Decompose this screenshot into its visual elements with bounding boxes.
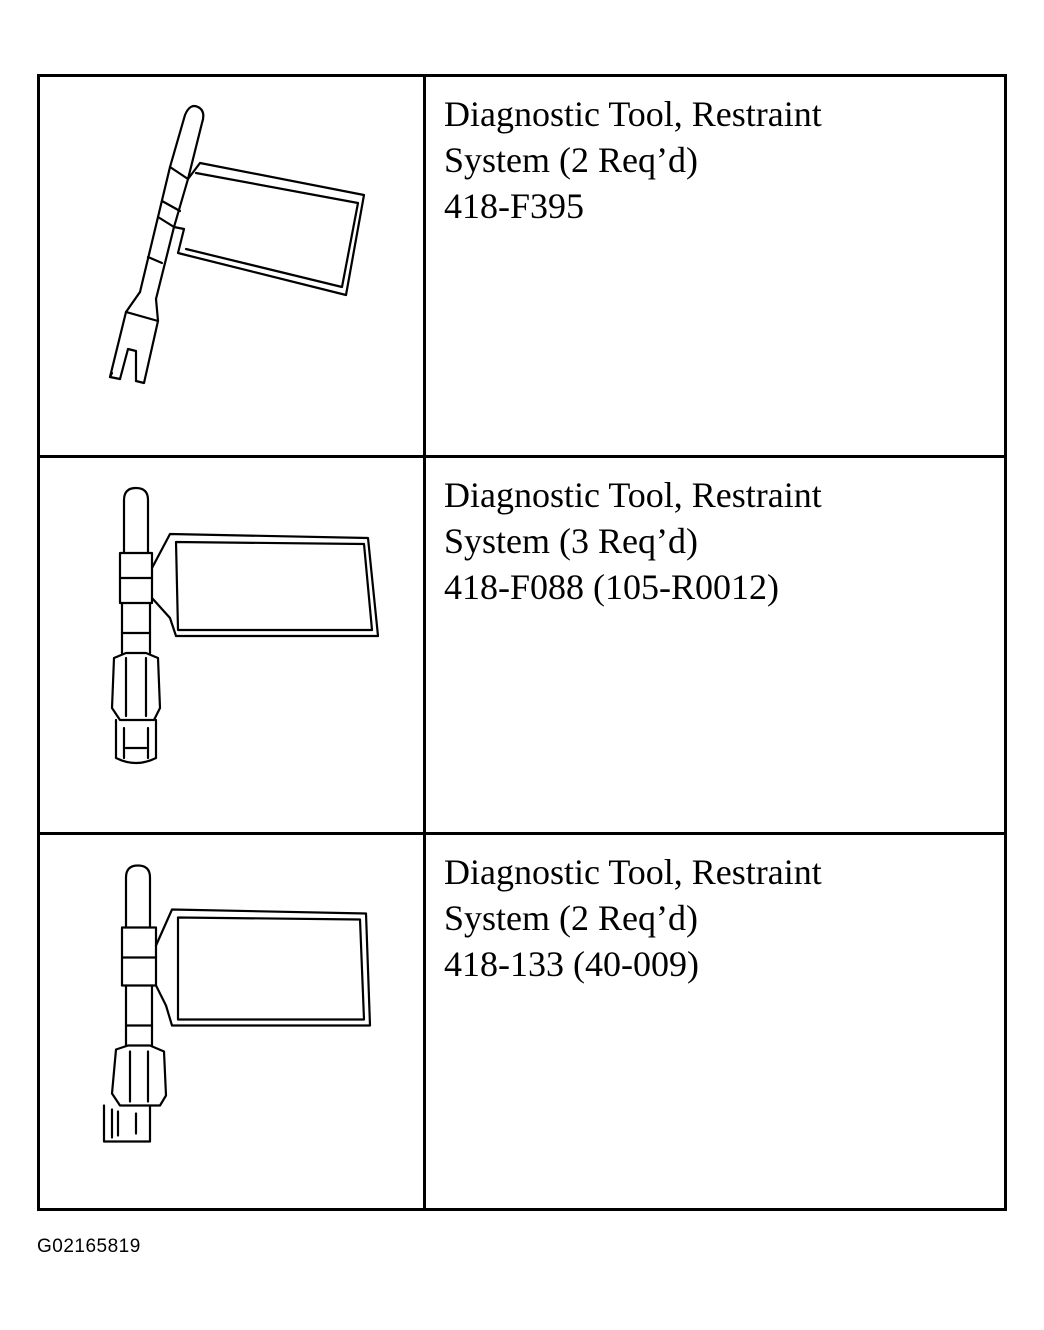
tool-1-quantity: System (2 Req’d) [444, 140, 698, 180]
restraint-tool-fork-icon [40, 77, 423, 455]
tool-3-illustration-cell [40, 835, 426, 1208]
tool-1-part-number: 418-F395 [444, 186, 585, 226]
tool-2-part-number: 418-F088 (105-R0012) [444, 567, 779, 607]
tool-1-description [426, 77, 1004, 458]
tool-3-quantity: System (2 Req’d) [444, 898, 698, 938]
tool-3-part-number: 418-133 (40-009) [444, 944, 699, 984]
tool-2-description [426, 458, 1004, 835]
figure-id: G02165819 [37, 1236, 141, 1257]
tool-1-name: Diagnostic Tool, Restraint [444, 94, 822, 134]
tool-1-illustration-cell [40, 77, 426, 458]
tool-2-illustration-cell [40, 458, 426, 835]
tool-3-name: Diagnostic Tool, Restraint [444, 852, 822, 892]
restraint-tool-connector-icon [40, 835, 423, 1208]
restraint-tool-connector-icon [40, 458, 423, 832]
tool-2-quantity: System (3 Req’d) [444, 521, 698, 561]
tool-2-name: Diagnostic Tool, Restraint [444, 475, 822, 515]
special-tools-table [37, 74, 1007, 1211]
tool-3-description [426, 835, 1004, 1208]
